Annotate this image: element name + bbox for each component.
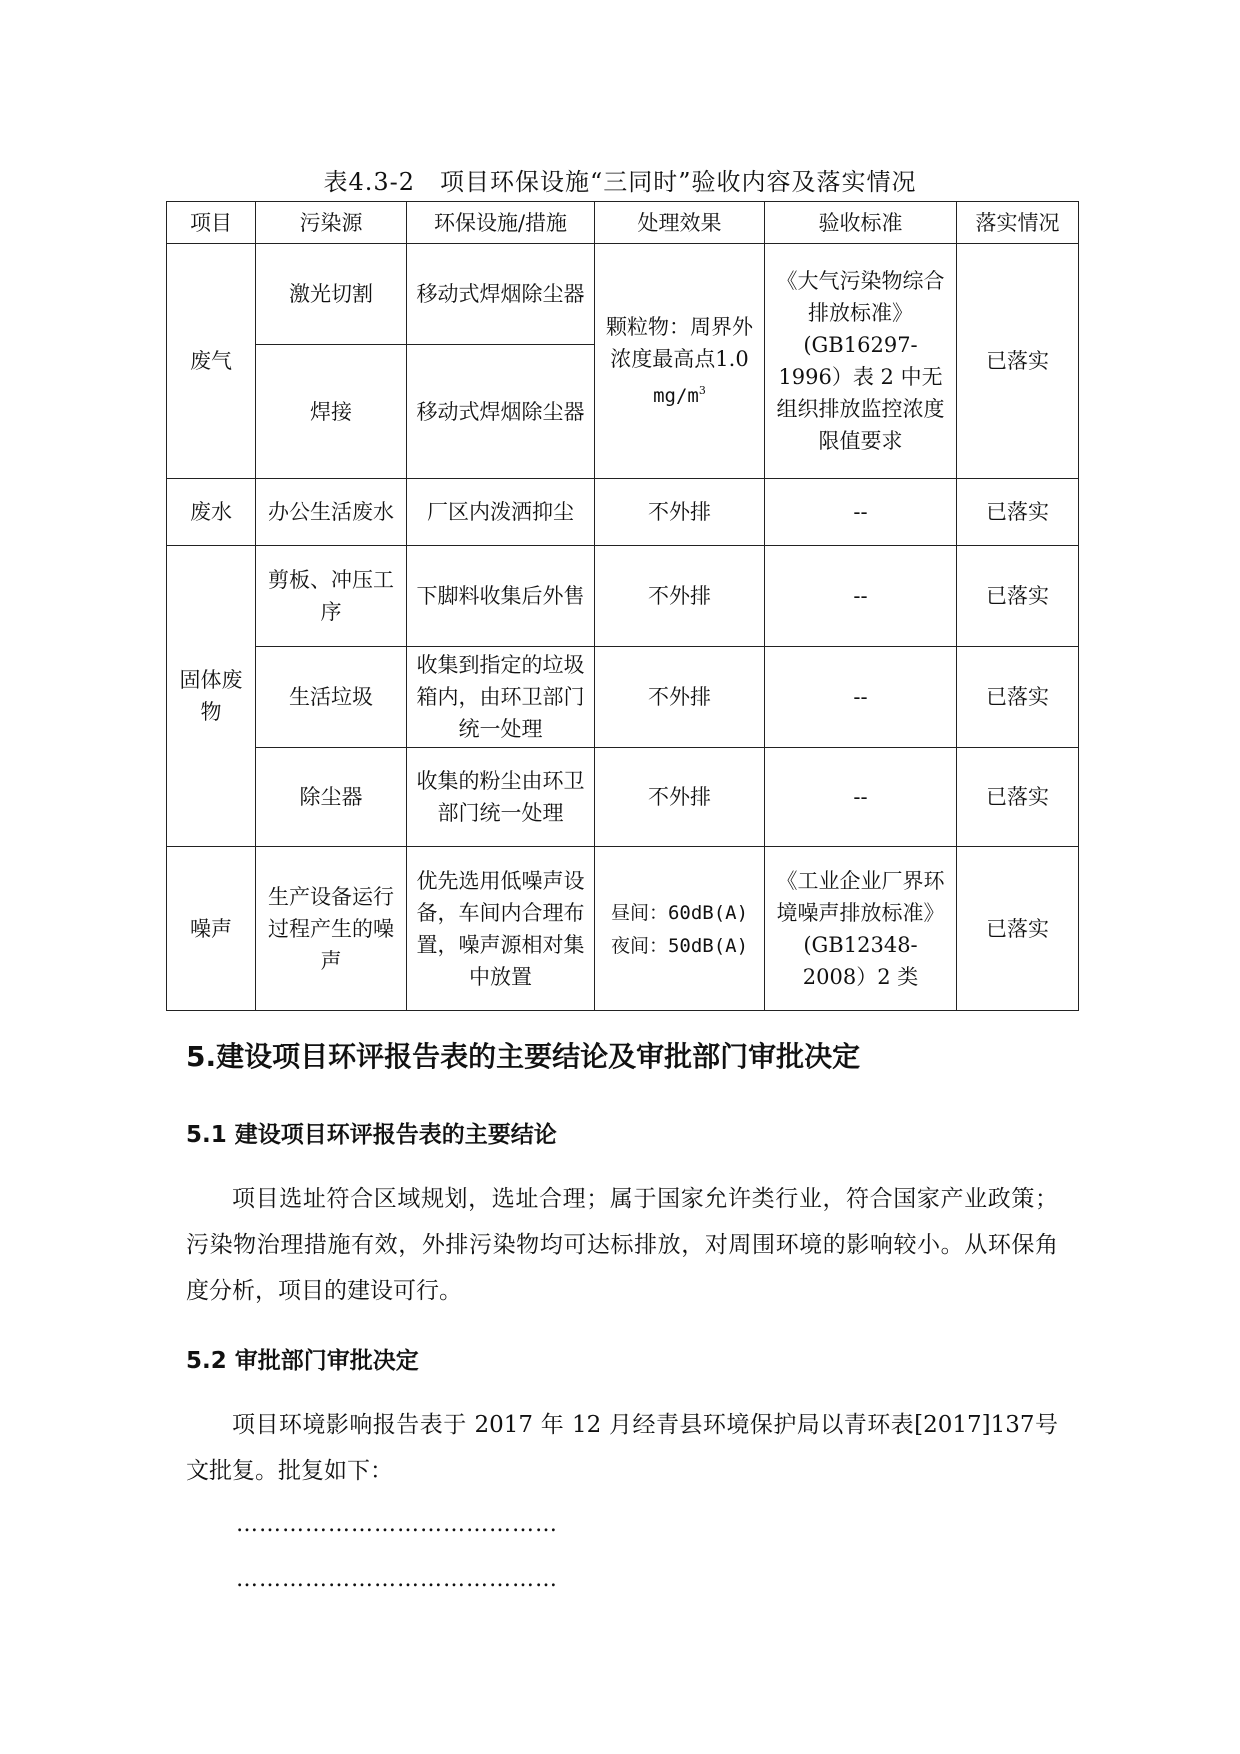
effect-night: 夜间：50dB(A) [610, 934, 749, 957]
status-cell: 已落实 [957, 847, 1079, 1011]
standard-cell: 《大气污染物综合排放标准》(GB16297-1996）表 2 中无组织排放监控浓度限值要求 [765, 244, 957, 479]
standard-cell: -- [765, 546, 957, 647]
table-header-row [167, 202, 1079, 244]
section-5-1-body: 项目选址符合区域规划，选址合理；属于国家允许类行业，符合国家产业政策；污染物治理措施有效，外排污染物均可达标排放，对周围环境的影响较小。从环保角度分析，项目的建设可行。 [186, 1186, 1058, 1304]
effect-cell: 不外排 [595, 748, 765, 847]
source-cell: 激光切割 [256, 244, 407, 345]
status-cell: 已落实 [957, 546, 1079, 647]
measure-cell: 移动式焊烟除尘器 [407, 244, 595, 345]
standard-cell: -- [765, 647, 957, 748]
header-effect: 处理效果 [595, 202, 765, 244]
table-row [167, 244, 1079, 345]
category-waste-gas: 废气 [167, 244, 256, 479]
status-cell: 已落实 [957, 647, 1079, 748]
status-cell: 已落实 [957, 748, 1079, 847]
header-item: 项目 [167, 202, 256, 244]
measure-cell: 收集的粉尘由环卫部门统一处理 [407, 748, 595, 847]
header-status: 落实情况 [957, 202, 1079, 244]
measure-cell: 移动式焊烟除尘器 [407, 345, 595, 479]
source-cell: 除尘器 [256, 748, 407, 847]
category-noise: 噪声 [167, 847, 256, 1011]
measure-cell: 收集到指定的垃圾箱内，由环卫部门统一处理 [407, 647, 595, 748]
header-standard: 验收标准 [765, 202, 957, 244]
source-cell: 生产设备运行过程产生的噪声 [256, 847, 407, 1011]
table-row [167, 748, 1079, 847]
ellipsis-line: …………………………………… [236, 1512, 558, 1537]
effect-unit: mg/m [653, 384, 699, 407]
effect-unit-sup: 3 [698, 383, 706, 397]
table-row [167, 847, 1079, 1011]
header-measures: 环保设施/措施 [407, 202, 595, 244]
effect-cell: 不外排 [595, 647, 765, 748]
status-cell: 已落实 [957, 244, 1079, 479]
source-cell: 剪板、冲压工序 [256, 546, 407, 647]
section-5-1-title: 5.1 建设项目环评报告表的主要结论 [186, 1122, 557, 1148]
category-wastewater: 废水 [167, 479, 256, 546]
status-cell: 已落实 [957, 479, 1079, 546]
standard-cell: -- [765, 479, 957, 546]
table-row [167, 479, 1079, 546]
source-cell: 生活垃圾 [256, 647, 407, 748]
section-5-title: 5.建设项目环评报告表的主要结论及审批部门审批决定 [186, 1040, 861, 1073]
acceptance-table [166, 201, 1079, 1011]
ellipsis-line: …………………………………… [236, 1567, 558, 1592]
effect-cell [595, 244, 765, 479]
measure-cell: 厂区内泼洒抑尘 [407, 479, 595, 546]
effect-cell [595, 847, 765, 1011]
header-source: 污染源 [256, 202, 407, 244]
standard-cell: -- [765, 748, 957, 847]
effect-cell: 不外排 [595, 479, 765, 546]
table-row [167, 647, 1079, 748]
measure-cell: 下脚料收集后外售 [407, 546, 595, 647]
source-cell: 焊接 [256, 345, 407, 479]
table-caption: 表4.3-2 项目环保设施“三同时”验收内容及落实情况 [323, 168, 917, 196]
section-5-2-title: 5.2 审批部门审批决定 [186, 1348, 419, 1374]
category-solid-waste: 固体废物 [167, 546, 256, 847]
standard-cell: 《工业企业厂界环境噪声排放标准》(GB12348-2008）2 类 [765, 847, 957, 1011]
measure-cell: 优先选用低噪声设备，车间内合理布置，噪声源相对集中放置 [407, 847, 595, 1011]
section-5-2-body: 项目环境影响报告表于 2017 年 12 月经青县环境保护局以青环表[2017]137号文批复。批复如下： [186, 1412, 1058, 1484]
effect-text: 颗粒物：周界外浓度最高点1.0 [606, 314, 753, 371]
table-row [167, 546, 1079, 647]
effect-day: 昼间：60dB(A) [610, 901, 749, 924]
effect-cell: 不外排 [595, 546, 765, 647]
source-cell: 办公生活废水 [256, 479, 407, 546]
